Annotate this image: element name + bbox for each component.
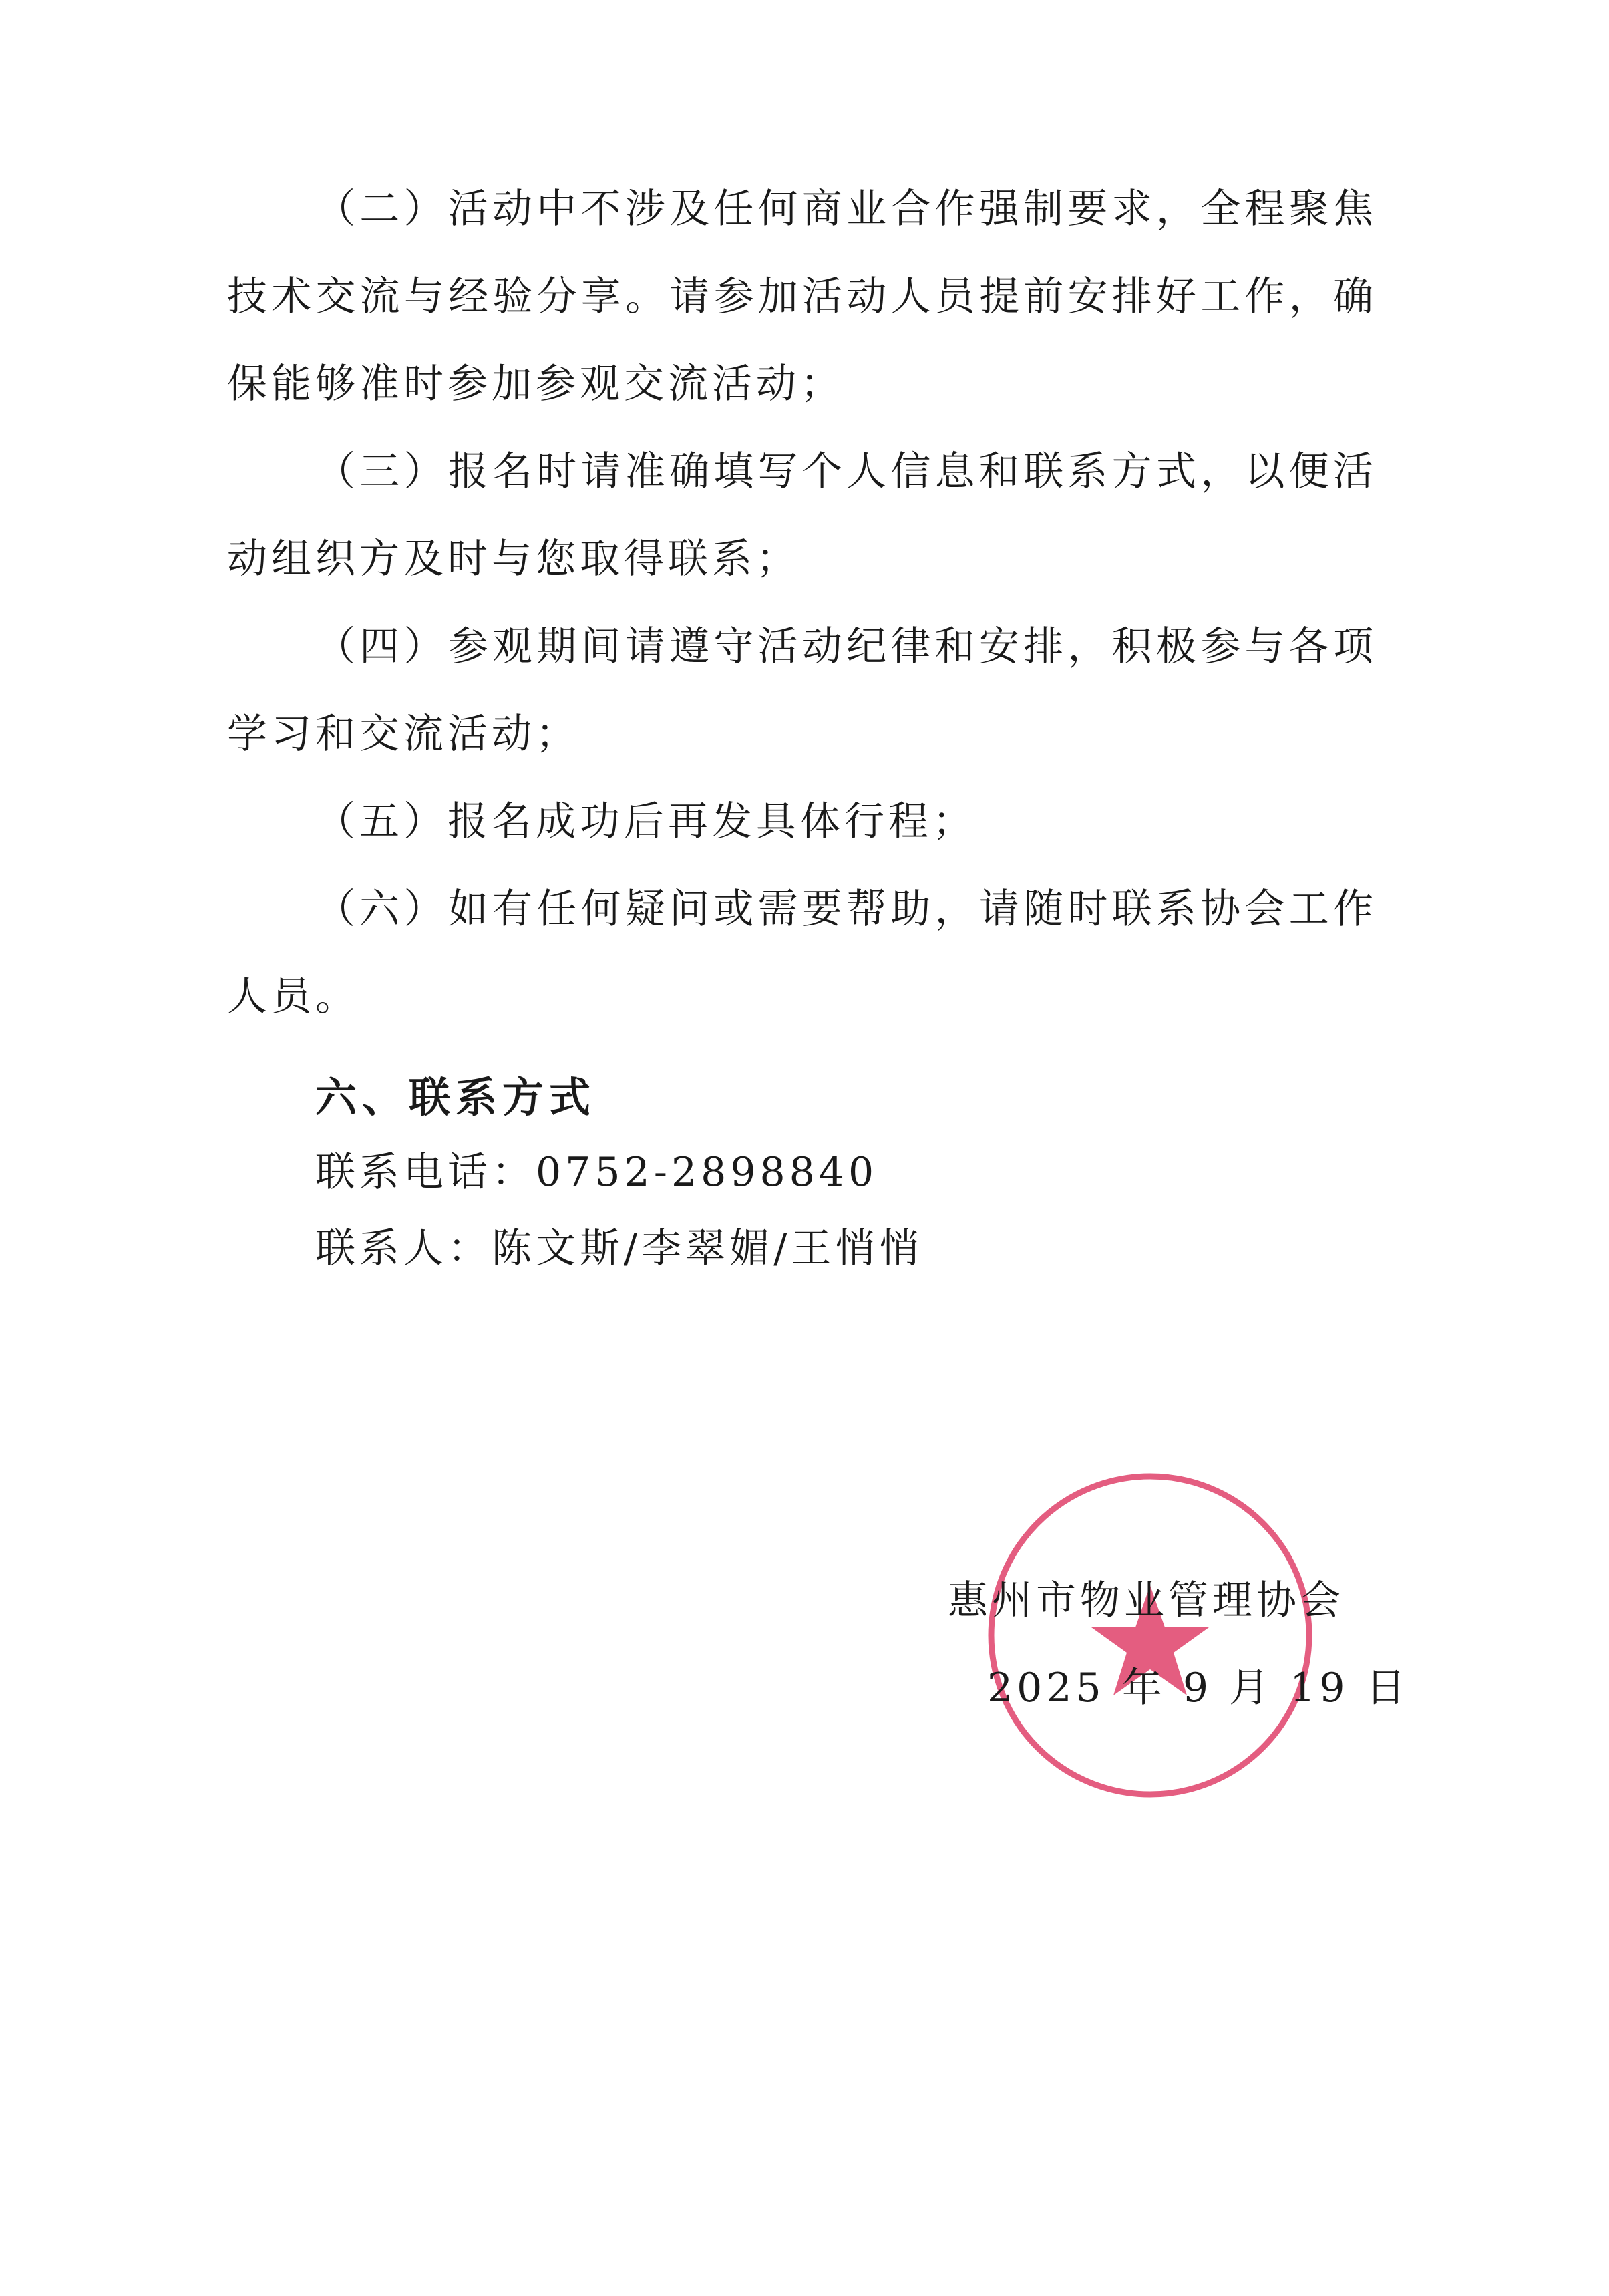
contact-persons: 联系人：陈文斯/李翠媚/王悄悄 <box>315 1225 924 1272</box>
paragraph-2: （二）活动中不涉及任何商业合作强制要求，全程聚焦技术交流与经验分享。请参加活动人员提前安排好工作，确保能够准时参加参观交流活动； <box>227 186 1377 407</box>
paragraph-5: （五）报名成功后再发具体行程； <box>315 798 976 845</box>
paragraph-6: （六）如有任何疑问或需要帮助，请随时联系协会工作人员。 <box>227 886 1377 1020</box>
signature-organization: 惠州市物业管理协会 <box>948 1577 1345 1624</box>
official-seal <box>983 1468 1317 1802</box>
paragraph-4: （四）参观期间请遵守活动纪律和安排，积极参与各项学习和交流活动； <box>227 623 1377 758</box>
contact-heading: 六、联系方式 <box>315 1073 596 1122</box>
contact-phone: 联系电话：0752-2898840 <box>315 1149 878 1196</box>
document-body <box>227 166 1377 1287</box>
signature-date: 2025 年 9 月 19 日 <box>987 1665 1410 1711</box>
paragraph-3: （三）报名时请准确填写个人信息和联系方式，以便活动组织方及时与您取得联系； <box>227 448 1377 583</box>
